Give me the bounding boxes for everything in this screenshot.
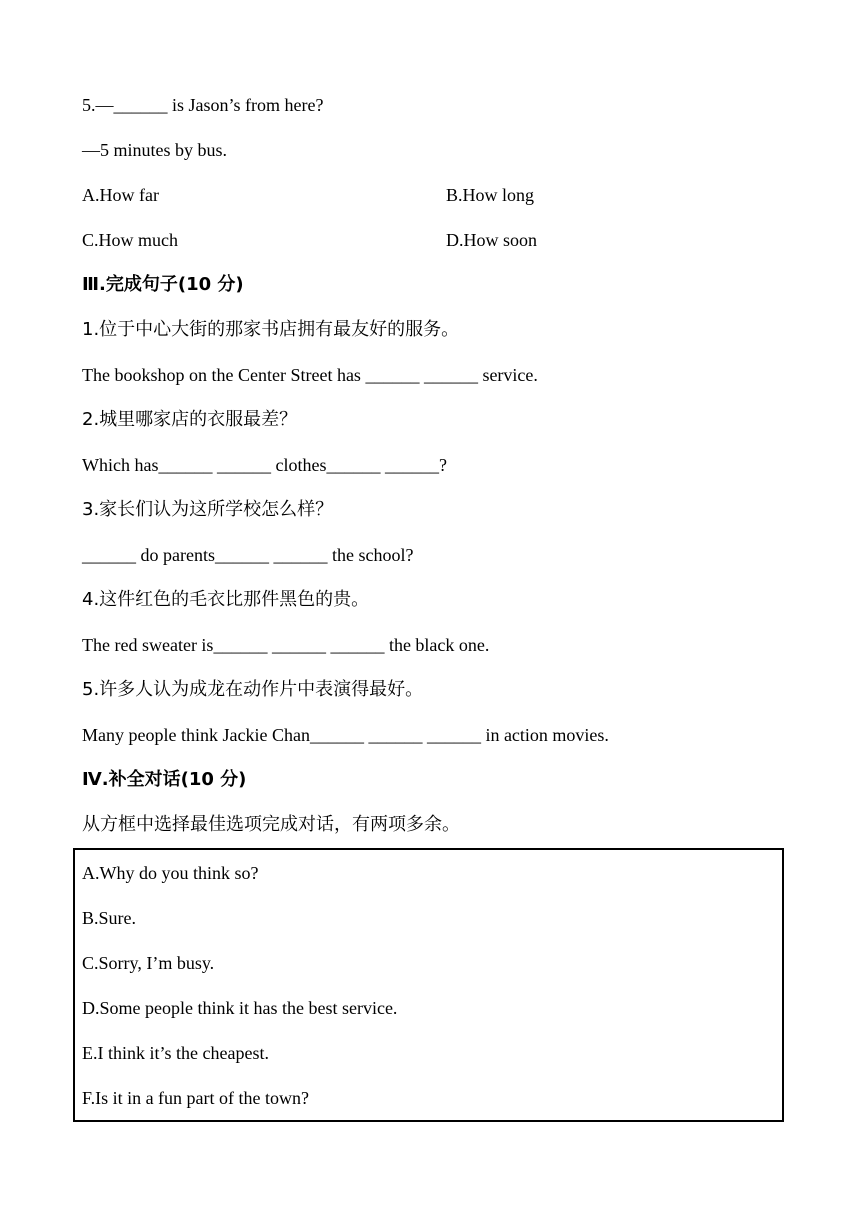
sentence-3-english: ______ do parents______ ______ the school?	[82, 545, 414, 565]
box-option-e: E.I think it’s the cheapest.	[82, 1043, 269, 1063]
option-c: C.How much	[82, 230, 178, 250]
box-option-b: B.Sure.	[82, 908, 136, 928]
options-box	[73, 848, 784, 1122]
option-b: B.How long	[446, 185, 535, 205]
question-5-answer-line: —5 minutes by bus.	[82, 140, 228, 160]
sentence-2-chinese: 2.城里哪家店的衣服最差？	[82, 409, 298, 430]
box-option-c: C.Sorry, I’m busy.	[82, 953, 215, 973]
option-d: D.How soon	[446, 230, 538, 250]
sentence-1-chinese: 1.位于中心大街的那家书店拥有最友好的服务。	[82, 319, 460, 340]
sentence-2-english: Which has______ ______ clothes______ ______?	[82, 455, 447, 475]
question-5-stem: 5.—______ is Jason’s from here?	[82, 95, 324, 115]
sentence-5-chinese: 5.许多人认为成龙在动作片中表演得最好。	[82, 679, 424, 700]
section-4-heading: Ⅳ.补全对话(10 分)	[82, 769, 247, 790]
sentence-3-chinese: 3.家长们认为这所学校怎么样？	[82, 499, 334, 520]
section-3-heading: Ⅲ.完成句子(10 分)	[82, 274, 244, 295]
sentence-4-chinese: 4.这件红色的毛衣比那件黑色的贵。	[82, 589, 370, 610]
box-option-d: D.Some people think it has the best service.	[82, 998, 398, 1018]
sentence-4-english: The red sweater is______ ______ ______ the black one.	[82, 635, 490, 655]
option-a: A.How far	[82, 185, 159, 205]
sentence-1-english: The bookshop on the Center Street has ______ ______ service.	[82, 365, 538, 385]
box-option-a: A.Why do you think so?	[82, 863, 259, 883]
sentence-5-english: Many people think Jackie Chan______ ______ ______ in action movies.	[82, 725, 609, 745]
section-4-instruction: 从方框中选择最佳选项完成对话，有两项多余。	[82, 814, 460, 835]
box-option-f: F.Is it in a fun part of the town?	[82, 1088, 310, 1108]
